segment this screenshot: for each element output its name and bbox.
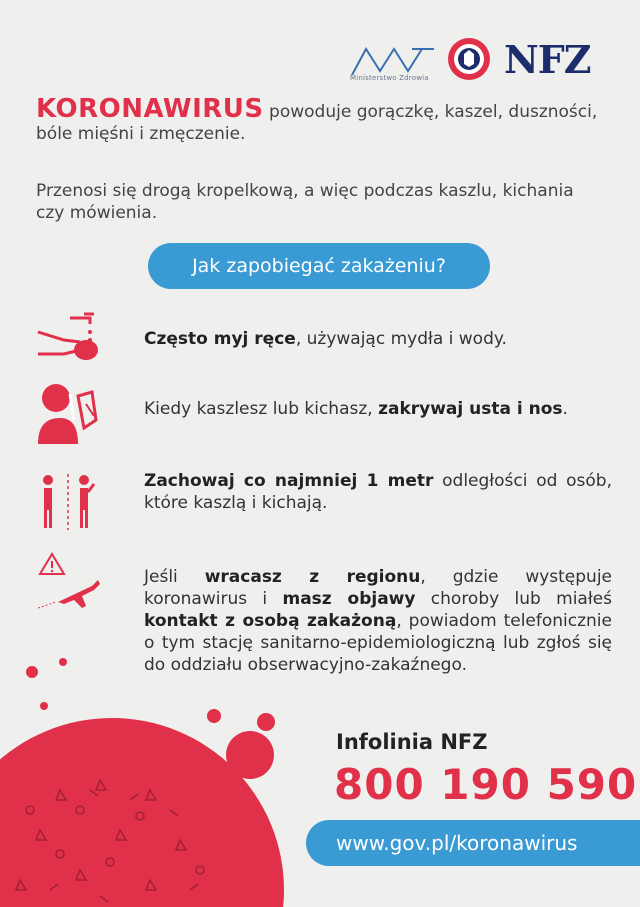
cough-cover-icon [34, 380, 106, 444]
travel-warning-icon [34, 550, 106, 614]
prevention-heading-pill: Jak zapobiegać zakażeniu? [148, 243, 490, 289]
ministry-name: Ministerstwo Zdrowia [350, 74, 429, 82]
header-logos [350, 30, 610, 90]
transmission-paragraph: Przenosi się drogą kropelkową, a więc podczas kaszlu, kichania czy mówienia. [36, 181, 574, 223]
distance-icon [34, 470, 106, 534]
tip-cover-mouth: Kiedy kaszlesz lub kichasz, zakrywaj usta i nos. [144, 399, 568, 419]
sanitary-inspection-seal-icon [446, 36, 492, 82]
virus-decoration [0, 640, 300, 907]
hand-washing-icon [34, 312, 106, 376]
tip-travel-symptoms: Jeśli wracasz z regionu, gdzie występuje koronawirus i masz objawy choroby lub miałeś kontakt z osobą zakażoną, powiadom telefonicznie o tym stację sanitarno-epidemiologiczną lub zgłoś się do oddziału obserwacyjno-zakaźnego. [144, 567, 613, 675]
intro-paragraph [36, 94, 606, 145]
nfz-logo: NFZ [504, 37, 591, 82]
tip-wash-hands: Często myj ręce, używając mydła i wody. [144, 329, 507, 349]
intro-line1-rest: powoduje gorączkę, kaszel, duszności, bóle mięśni i zmęczenie. [36, 102, 598, 144]
tip-keep-distance: Zachowaj co najmniej 1 metr odległości od osób, które kaszlą i kichają. [144, 471, 612, 513]
website-url-pill[interactable]: www.gov.pl/koronawirus [306, 820, 640, 866]
keyword-koronawirus: KORONAWIRUS [36, 94, 264, 124]
hotline-phone-number[interactable]: 800 190 590 [334, 760, 638, 809]
hotline-title: Infolinia NFZ [336, 730, 488, 754]
